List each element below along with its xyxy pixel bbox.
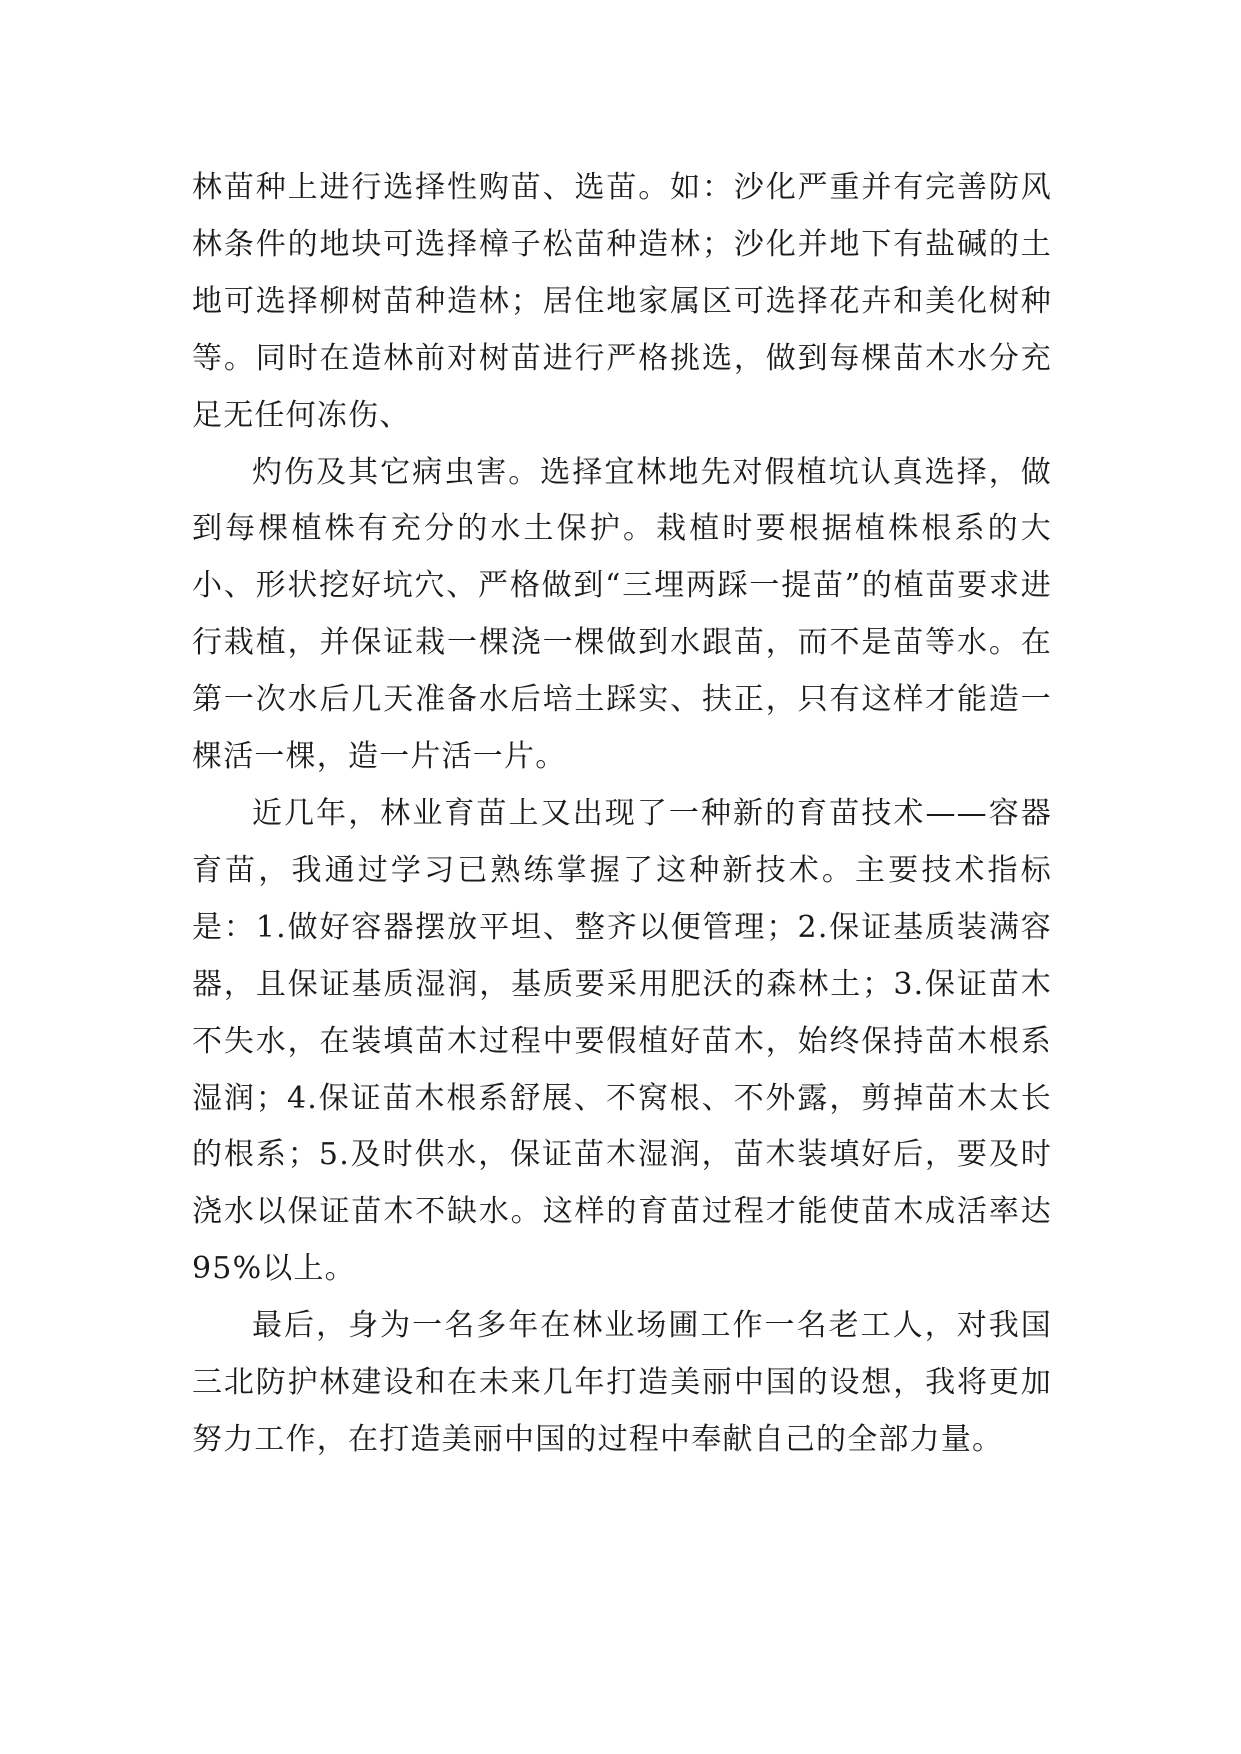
paragraph-4: 最后，身为一名多年在林业场圃工作一名老工人，对我国三北防护林建设和在未来几年打造美丽中国的设想，我将更加努力工作，在打造美丽中国的过程中奉献自己的全部力量。 [192,1308,1052,1457]
paragraph-3: 近几年，林业育苗上又出现了一种新的育苗技术——容器育苗，我通过学习已熟练掌握了这种新技术。主要技术指标是：1.做好容器摆放平坦、整齐以便管理；2.保证基质装满容器，且保证基质湿润，基质要采用肥沃的森林土；3.保证苗木不失水，在装填苗木过程中要假植好苗木，始终保持苗木根系湿润；4.保证苗木根系舒展、不窝根、不外露，剪掉苗木太长的根系；5.及时供水，保证苗木湿润，苗木装填好后，要及时浇水以保证苗木不缺水。这样的育苗过程才能使苗木成活率达95%以上。 [192,795,1052,1287]
paragraph-1: 林苗种上进行选择性购苗、选苗。如：沙化严重并有完善防风林条件的地块可选择樟子松苗种造林；沙化并地下有盐碱的土地可选择柳树苗种造林；居住地家属区可选择花卉和美化树种等。同时在造林前对树苗进行严格挑选，做到每棵苗木水分充足无任何冻伤、 [192,170,1052,433]
document-body [192,160,1052,1469]
paragraph-2: 灼伤及其它病虫害。选择宜林地先对假植坑认真选择，做到每棵植株有充分的水土保护。栽植时要根据植株根系的大小、形状挖好坑穴、严格做到“三埋两踩一提苗”的植苗要求进行栽植，并保证栽一棵浇一棵做到水跟苗，而不是苗等水。在第一次水后几天准备水后培土踩实、扶正，只有这样才能造一棵活一棵，造一片活一片。 [192,454,1052,775]
